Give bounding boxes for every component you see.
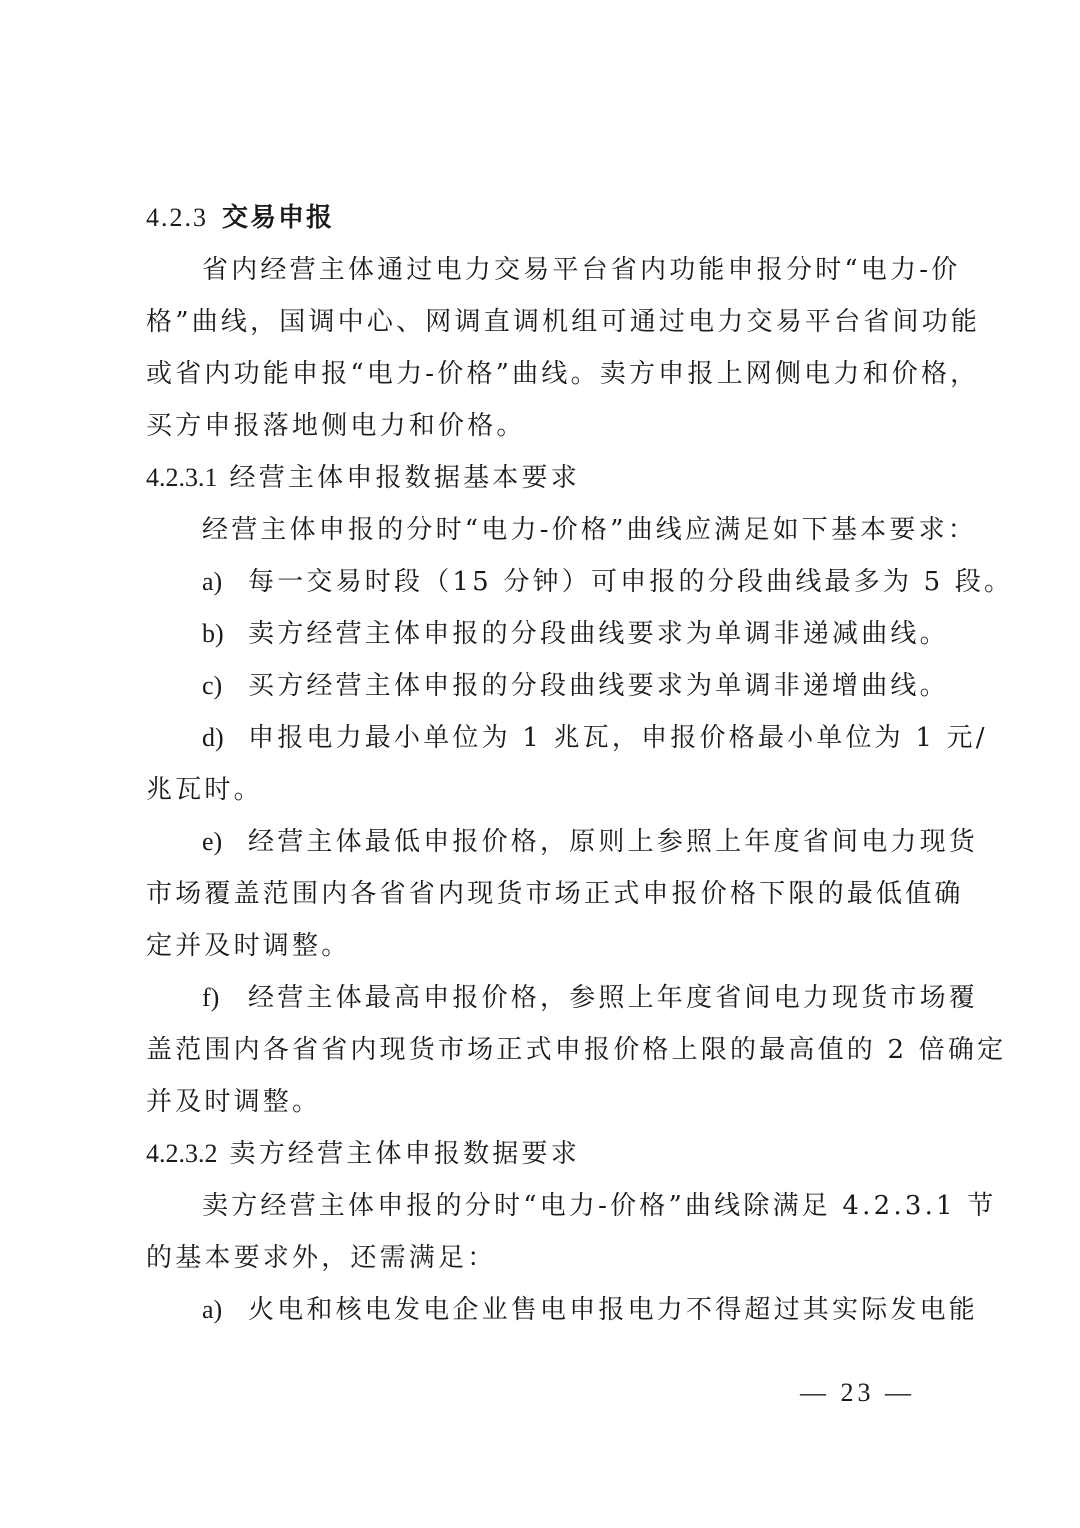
paragraph-line: 省内经营主体通过电力交易平台省内功能申报分时“电力-价	[202, 255, 961, 285]
section-number: 4.2.3	[146, 203, 208, 232]
list-item-label: b)	[202, 619, 224, 648]
subsection-heading	[146, 1128, 936, 1180]
subsection-title: 卖方经营主体申报数据要求	[229, 1139, 580, 1169]
list-item	[146, 608, 949, 660]
list-item	[146, 660, 949, 712]
paragraph-line: 买方申报落地侧电力和价格。	[146, 411, 526, 441]
list-item-text: 火电和核电发电企业售电申报电力不得超过其实际发电能	[248, 1295, 979, 1325]
list-item-continuation: 市场覆盖范围内各省省内现货市场正式申报价格下限的最低值确	[146, 879, 964, 909]
paragraph-line: 卖方经营主体申报的分时“电力-价格”曲线除满足 4.2.3.1 节	[202, 1191, 997, 1221]
list-item-label: f)	[202, 983, 220, 1012]
subsection-number: 4.2.3.1	[146, 463, 218, 492]
list-item-text: 经营主体最低申报价格，原则上参照上年度省间电力现货	[248, 827, 979, 857]
list-item-text: 每一交易时段（15 分钟）可申报的分段曲线最多为 5 段。	[248, 567, 1014, 597]
page-number: — 23 —	[800, 1378, 915, 1407]
list-item	[146, 816, 979, 868]
paragraph-line: 的基本要求外，还需满足：	[146, 1243, 497, 1273]
list-item-text: 卖方经营主体申报的分段曲线要求为单调非递减曲线。	[248, 619, 949, 649]
list-item	[146, 972, 979, 1024]
subsection-number: 4.2.3.2	[146, 1139, 218, 1168]
list-item	[146, 1284, 979, 1336]
list-item	[146, 712, 988, 764]
list-item-label: e)	[202, 827, 223, 856]
list-item	[146, 556, 1014, 608]
paragraph-line: 或省内功能申报“电力-价格”曲线。卖方申报上网侧电力和价格，	[146, 359, 980, 389]
list-item-continuation: 并及时调整。	[146, 1087, 322, 1117]
page-content	[146, 192, 1014, 1336]
list-item-label: c)	[202, 671, 223, 700]
subsection-heading	[146, 452, 936, 504]
section-title: 交易申报	[222, 203, 335, 233]
paragraph-line: 格”曲线，国调中心、网调直调机组可通过电力交易平台省间功能	[146, 307, 981, 337]
section-heading	[146, 192, 936, 244]
list-item-continuation: 盖范围内各省省内现货市场正式申报价格上限的最高值的 2 倍确定	[146, 1035, 1007, 1065]
paragraph-line: 经营主体申报的分时“电力-价格”曲线应满足如下基本要求：	[202, 515, 977, 545]
subsection-title: 经营主体申报数据基本要求	[229, 463, 580, 493]
list-item-text: 申报电力最小单位为 1 兆瓦，申报价格最小单位为 1 元/	[248, 723, 988, 753]
list-item-text: 经营主体最高申报价格，参照上年度省间电力现货市场覆	[248, 983, 979, 1013]
list-item-continuation: 定并及时调整。	[146, 931, 351, 961]
list-item-label: a)	[202, 1295, 223, 1324]
list-item-text: 买方经营主体申报的分段曲线要求为单调非递增曲线。	[248, 671, 949, 701]
list-item-label: d)	[202, 723, 224, 752]
list-item-label: a)	[202, 567, 223, 596]
list-item-continuation: 兆瓦时。	[146, 775, 263, 805]
